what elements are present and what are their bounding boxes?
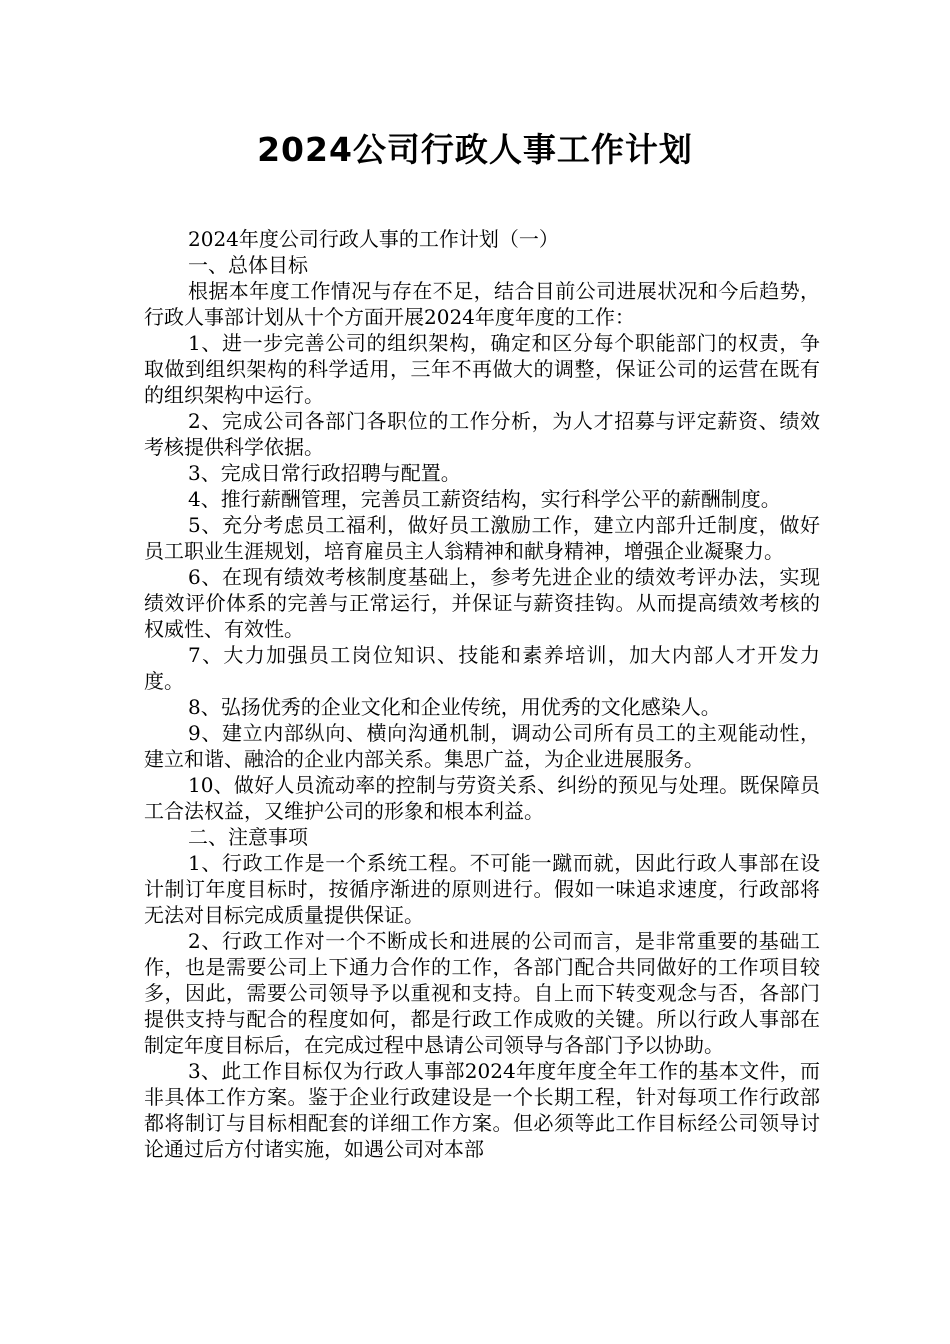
note-item: 1、行政工作是一个系统工程。不可能一蹴而就，因此行政人事部在设计制订年度目标时，按循序渐进的原则进行。假如一味追求速度，行政部将无法对目标完成质量提供保证。: [144, 851, 820, 927]
section-heading-notes: 二、注意事项: [188, 825, 308, 849]
intro-paragraph: 根据本年度工作情况与存在不足，结合目前公司进展状况和今后趋势，行政人事部计划从十个方面开展2024年度年度的工作：: [144, 279, 820, 329]
goal-item: 6、在现有绩效考核制度基础上，参考先进企业的绩效考评办法，实现绩效评价体系的完善与正常运行，并保证与薪资挂钩。从而提高绩效考核的权威性、有效性。: [144, 565, 820, 641]
section-heading-goals: 一、总体目标: [188, 253, 308, 277]
note-item: 3、此工作目标仅为行政人事部2024年度年度全年工作的基本文件，而非具体工作方案。鉴于企业行政建设是一个长期工程，针对每项工作行政部都将制订与目标相配套的详细工作方案。但必须等此工作目标经公司领导讨论通过后方付诸实施，如遇公司对本部: [144, 1059, 820, 1161]
goal-item: 7、大力加强员工岗位知识、技能和素养培训，加大内部人才开发力度。: [144, 643, 820, 693]
document-body: [144, 226, 820, 1162]
goal-item: 9、建立内部纵向、横向沟通机制，调动公司所有员工的主观能动性，建立和谐、融洽的企业内部关系。集思广益，为企业进展服务。: [144, 721, 820, 771]
document-title: 2024公司行政人事工作计划: [257, 130, 693, 169]
document-subtitle: 2024年度公司行政人事的工作计划（一）: [188, 227, 559, 251]
goal-item: 2、完成公司各部门各职位的工作分析，为人才招募与评定薪资、绩效考核提供科学依据。: [144, 409, 820, 459]
goal-item: 5、充分考虑员工福利，做好员工激励工作，建立内部升迁制度，做好员工职业生涯规划，培育雇员主人翁精神和献身精神，增强企业凝聚力。: [144, 513, 820, 563]
goal-item: 1、进一步完善公司的组织架构，确定和区分每个职能部门的权责，争取做到组织架构的科学适用，三年不再做大的调整，保证公司的运营在既有的组织架构中运行。: [144, 331, 820, 407]
goal-item: 10、做好人员流动率的控制与劳资关系、纠纷的预见与处理。既保障员工合法权益，又维护公司的形象和根本利益。: [144, 773, 820, 823]
goal-item: 8、弘扬优秀的企业文化和企业传统，用优秀的文化感染人。: [188, 695, 721, 719]
goal-item: 4、推行薪酬管理，完善员工薪资结构，实行科学公平的薪酬制度。: [188, 487, 781, 511]
goal-item: 3、完成日常行政招聘与配置。: [188, 461, 461, 485]
note-item: 2、行政工作对一个不断成长和进展的公司而言，是非常重要的基础工作，也是需要公司上下通力合作的工作，各部门配合共同做好的工作项目较多，因此，需要公司领导予以重视和支持。自上而下转变观念与否，各部门提供支持与配合的程度如何，都是行政工作成败的关键。所以行政人事部在制定年度目标后，在完成过程中恳请公司领导与各部门予以协助。: [144, 929, 820, 1057]
